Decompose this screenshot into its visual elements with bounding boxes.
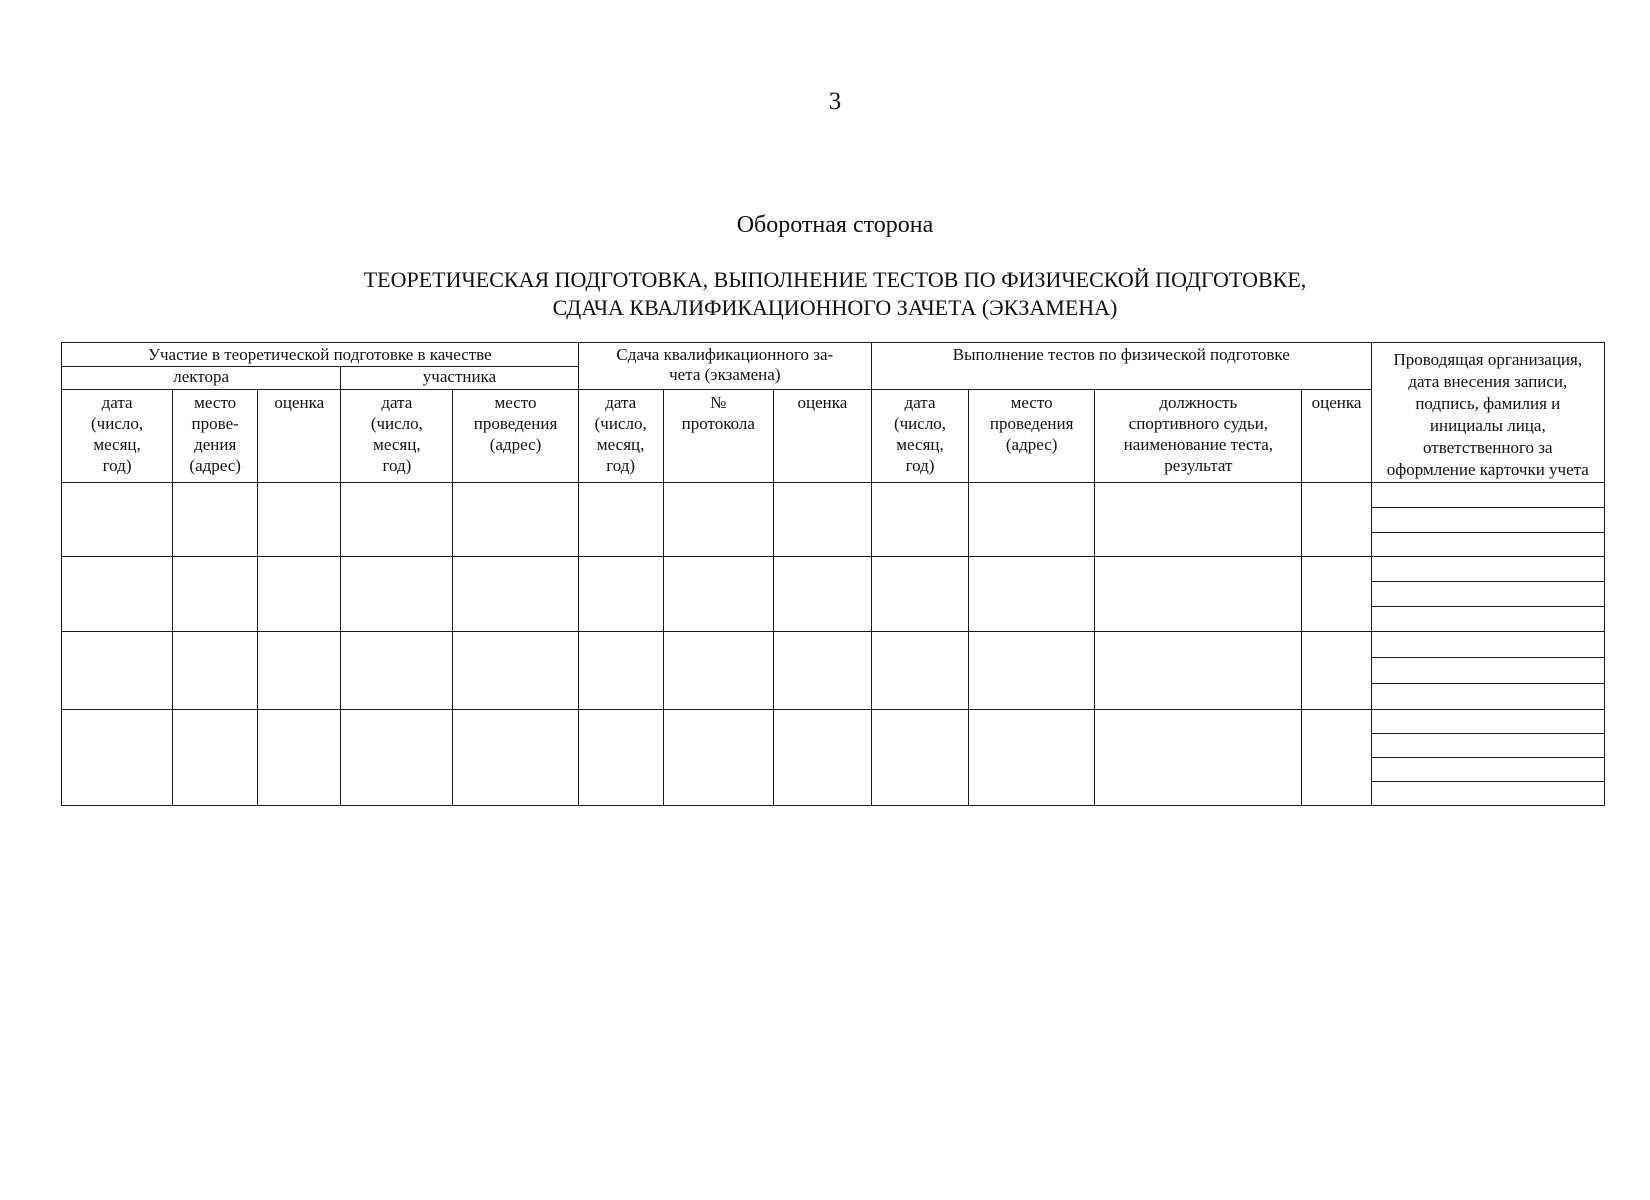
table-row: [62, 557, 1605, 631]
empty-cell: [969, 631, 1095, 709]
header-lecturer-place: место прове- дения (адрес): [173, 390, 258, 483]
header-organization: Проводящая организация, дата внесения записи, подпись, фамилия и инициалы лица, ответственного за оформление карточки учета: [1371, 343, 1604, 483]
empty-cell: [773, 483, 871, 557]
heading-line-1: ТЕОРЕТИЧЕСКАЯ ПОДГОТОВКА, ВЫПОЛНЕНИЕ ТЕСТОВ ПО ФИЗИЧЕСКОЙ ПОДГОТОВКЕ,: [363, 267, 1307, 292]
header-exam-grade: оценка: [773, 390, 871, 483]
empty-cell: [1095, 483, 1302, 557]
empty-cell: [258, 483, 341, 557]
empty-cell: [969, 709, 1095, 805]
header-theory-group: Участие в теоретической подготовке в качестве: [62, 343, 579, 367]
header-participant-place: место проведения (адрес): [453, 390, 578, 483]
empty-cell: [1302, 557, 1371, 631]
empty-cell: [1302, 709, 1371, 805]
empty-cell: [173, 483, 258, 557]
empty-cell: [258, 557, 341, 631]
empty-cell: [871, 709, 968, 805]
empty-cell: [663, 557, 773, 631]
header-lecturer-grade: оценка: [258, 390, 341, 483]
header-exam-date: дата (число, месяц, год): [578, 390, 663, 483]
header-exam-protocol: № протокола: [663, 390, 773, 483]
organization-record-cell: [1371, 631, 1604, 709]
reverse-side-title: Оборотная сторона: [736, 212, 934, 238]
page-number: 3: [828, 88, 842, 115]
empty-cell: [173, 631, 258, 709]
main-heading: [0, 266, 1650, 322]
empty-cell: [969, 557, 1095, 631]
empty-cell: [341, 631, 453, 709]
empty-cell: [1095, 709, 1302, 805]
empty-cell: [453, 709, 578, 805]
empty-cell: [871, 631, 968, 709]
empty-cell: [453, 631, 578, 709]
empty-cell: [453, 557, 578, 631]
header-participant-date: дата (число, месяц, год): [341, 390, 453, 483]
empty-cell: [1095, 557, 1302, 631]
organization-record-cell: [1371, 483, 1604, 557]
header-physical-position: должность спортивного судьи, наименование теста, результат: [1095, 390, 1302, 483]
header-physical-group: Выполнение тестов по физической подготовке: [871, 343, 1371, 390]
table-row: [62, 483, 1605, 557]
empty-cell: [871, 557, 968, 631]
header-participant: участника: [341, 367, 578, 390]
empty-cell: [341, 483, 453, 557]
heading-line-2: СДАЧА КВАЛИФИКАЦИОННОГО ЗАЧЕТА (ЭКЗАМЕНА): [552, 295, 1118, 320]
record-table: [61, 342, 1605, 806]
header-lecturer-date: дата (число, месяц, год): [62, 390, 173, 483]
organization-record-cell: [1371, 709, 1604, 805]
empty-cell: [969, 483, 1095, 557]
empty-cell: [871, 483, 968, 557]
header-exam-group: Сдача квалификационного за- чета (экзамена): [578, 343, 871, 390]
empty-cell: [578, 631, 663, 709]
empty-cell: [663, 631, 773, 709]
empty-cell: [773, 557, 871, 631]
empty-cell: [578, 557, 663, 631]
empty-cell: [341, 709, 453, 805]
empty-cell: [453, 483, 578, 557]
header-lecturer: лектора: [62, 367, 341, 390]
empty-cell: [663, 709, 773, 805]
header-physical-date: дата (число, месяц, год): [871, 390, 968, 483]
table-row: [62, 631, 1605, 709]
empty-cell: [62, 709, 173, 805]
organization-record-cell: [1371, 557, 1604, 631]
empty-cell: [1095, 631, 1302, 709]
empty-cell: [62, 631, 173, 709]
header-physical-grade: оценка: [1302, 390, 1371, 483]
empty-cell: [578, 709, 663, 805]
empty-cell: [1302, 631, 1371, 709]
empty-cell: [258, 709, 341, 805]
empty-cell: [173, 709, 258, 805]
table-row: [62, 709, 1605, 805]
empty-cell: [773, 631, 871, 709]
empty-cell: [258, 631, 341, 709]
empty-cell: [1302, 483, 1371, 557]
empty-cell: [578, 483, 663, 557]
empty-cell: [773, 709, 871, 805]
empty-cell: [663, 483, 773, 557]
empty-cell: [341, 557, 453, 631]
empty-cell: [173, 557, 258, 631]
empty-cell: [62, 557, 173, 631]
empty-cell: [62, 483, 173, 557]
header-physical-place: место проведения (адрес): [969, 390, 1095, 483]
